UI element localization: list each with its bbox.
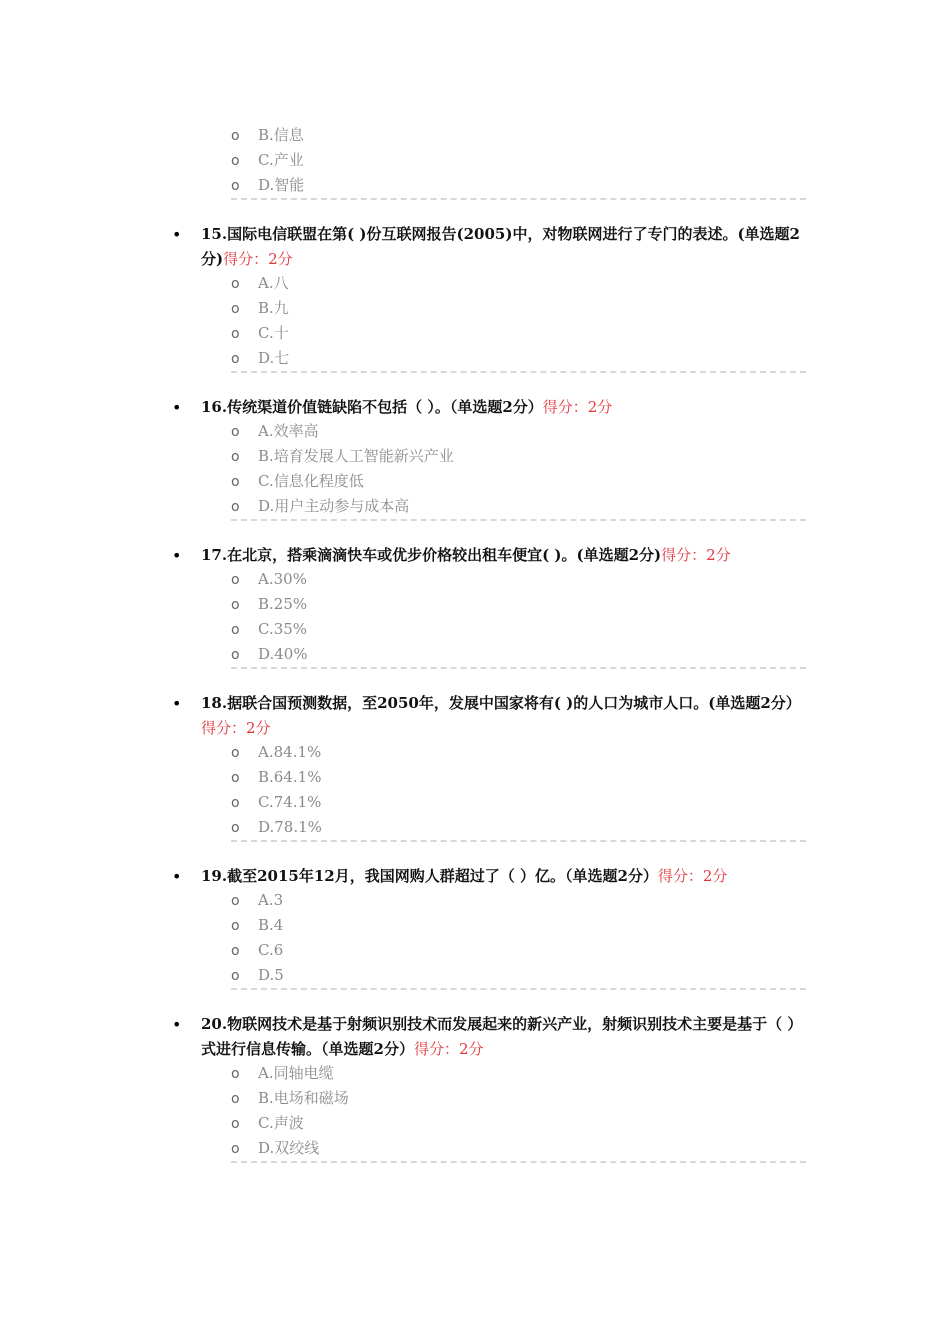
option-list-q18 (231, 740, 806, 840)
option-label: C.十 (258, 324, 289, 342)
option-bullet-icon: o (231, 128, 240, 144)
question-divider (231, 840, 806, 842)
option-q16-b[interactable] (231, 444, 806, 469)
question-score: 得分：2分 (201, 719, 271, 737)
option-bullet-icon: o (231, 178, 240, 194)
question-divider (231, 519, 806, 521)
option-list-q14 (231, 123, 806, 198)
option-bullet-icon: o (231, 820, 240, 836)
option-label: A.八 (258, 274, 289, 292)
option-bullet-icon: o (231, 1066, 240, 1082)
option-q18-b[interactable] (231, 765, 806, 790)
question-15 (172, 222, 812, 272)
option-q16-c[interactable] (231, 469, 806, 494)
question-17 (172, 543, 812, 568)
option-label: D.5 (258, 966, 284, 984)
option-label: B.信息 (258, 126, 304, 144)
option-bullet-icon: o (231, 474, 240, 490)
option-label: D.78.1% (258, 818, 322, 836)
option-q14-d[interactable] (231, 173, 806, 198)
option-q17-b[interactable] (231, 592, 806, 617)
option-label: B.64.1% (258, 768, 322, 786)
option-bullet-icon: o (231, 622, 240, 638)
option-q15-a[interactable] (231, 271, 806, 296)
question-text: 19.截至2015年12月，我国网购人群超过了（ ）亿。（单选题2分） (201, 867, 658, 885)
option-bullet-icon: o (231, 153, 240, 169)
option-q14-c[interactable] (231, 148, 806, 173)
question-bullet-icon: • (172, 694, 182, 713)
option-bullet-icon: o (231, 918, 240, 934)
question-score: 得分：2分 (223, 250, 293, 268)
option-bullet-icon: o (231, 647, 240, 663)
option-label: B.4 (258, 916, 284, 934)
question-score: 得分：2分 (542, 398, 613, 416)
question-divider (231, 988, 806, 990)
question-score: 得分：2分 (661, 546, 731, 564)
question-text: 17.在北京，搭乘滴滴快车或优步价格较出租车便宜( )。(单选题2分) (201, 546, 662, 564)
option-q15-d[interactable] (231, 346, 806, 371)
option-label: C.声波 (258, 1114, 304, 1132)
option-q18-c[interactable] (231, 790, 806, 815)
option-list-q20 (231, 1061, 806, 1161)
option-bullet-icon: o (231, 597, 240, 613)
option-q20-c[interactable] (231, 1111, 806, 1136)
option-q20-a[interactable] (231, 1061, 806, 1086)
option-list-q16 (231, 419, 806, 519)
option-label: D.智能 (258, 176, 305, 194)
option-bullet-icon: o (231, 968, 240, 984)
option-label: C.6 (258, 941, 284, 959)
option-label: A.84.1% (258, 743, 322, 761)
question-text: 15.国际电信联盟在第( )份互联网报告(2005)中，对物联网进行了专门的表述。(单选题2分) (201, 225, 800, 268)
question-score: 得分：2分 (413, 1040, 484, 1058)
option-bullet-icon: o (231, 795, 240, 811)
question-divider (231, 371, 806, 373)
option-label: D.40% (258, 645, 308, 663)
question-divider (231, 198, 806, 200)
question-divider (231, 1161, 806, 1163)
option-bullet-icon: o (231, 943, 240, 959)
question-bullet-icon: • (172, 867, 182, 886)
option-bullet-icon: o (231, 499, 240, 515)
option-q20-b[interactable] (231, 1086, 806, 1111)
option-bullet-icon: o (231, 424, 240, 440)
option-bullet-icon: o (231, 770, 240, 786)
option-q20-d[interactable] (231, 1136, 806, 1161)
option-label: D.用户主动参与成本高 (258, 497, 410, 515)
option-q15-c[interactable] (231, 321, 806, 346)
option-bullet-icon: o (231, 1091, 240, 1107)
question-text: 16.传统渠道价值链缺陷不包括（ ）。（单选题2分） (201, 398, 543, 416)
option-bullet-icon: o (231, 449, 240, 465)
option-q14-b[interactable] (231, 123, 806, 148)
option-label: A.同轴电缆 (258, 1064, 334, 1082)
option-label: B.培育发展人工智能新兴产业 (258, 447, 454, 465)
question-divider (231, 667, 806, 669)
option-q19-b[interactable] (231, 913, 806, 938)
question-bullet-icon: • (172, 546, 182, 565)
option-q19-c[interactable] (231, 938, 806, 963)
question-20 (172, 1012, 812, 1062)
option-bullet-icon: o (231, 1141, 240, 1157)
option-q15-b[interactable] (231, 296, 806, 321)
option-list-q15 (231, 271, 806, 371)
option-label: A.效率高 (258, 422, 319, 440)
option-label: C.74.1% (258, 793, 322, 811)
option-q18-a[interactable] (231, 740, 806, 765)
question-body (201, 691, 807, 741)
question-body (201, 222, 807, 272)
question-body (201, 1012, 807, 1062)
option-bullet-icon: o (231, 572, 240, 588)
option-list-q19 (231, 888, 806, 988)
option-list-q17 (231, 567, 806, 667)
option-bullet-icon: o (231, 351, 240, 367)
option-q17-c[interactable] (231, 617, 806, 642)
question-bullet-icon: • (172, 398, 182, 417)
option-label: B.电场和磁场 (258, 1089, 349, 1107)
option-label: A.3 (258, 891, 284, 909)
option-q18-d[interactable] (231, 815, 806, 840)
option-label: C.产业 (258, 151, 304, 169)
option-bullet-icon: o (231, 301, 240, 317)
question-body (201, 543, 807, 568)
option-q16-d[interactable] (231, 494, 806, 519)
option-bullet-icon: o (231, 276, 240, 292)
question-score: 得分：2分 (657, 867, 728, 885)
question-bullet-icon: • (172, 225, 182, 244)
question-18 (172, 691, 812, 741)
option-q17-a[interactable] (231, 567, 806, 592)
option-bullet-icon: o (231, 326, 240, 342)
question-text: 20.物联网技术是基于射频识别技术而发展起来的新兴产业，射频识别技术主要是基于（ ）式进行信息传输。（单选题2分） (201, 1015, 803, 1058)
question-body (201, 395, 807, 420)
option-bullet-icon: o (231, 745, 240, 761)
option-bullet-icon: o (231, 893, 240, 909)
option-bullet-icon: o (231, 1116, 240, 1132)
question-text: 18.据联合国预测数据，至2050年，发展中国家将有( )的人口为城市人口。(单选题2分） (201, 694, 801, 712)
option-label: C.35% (258, 620, 308, 638)
option-q19-a[interactable] (231, 888, 806, 913)
option-label: D.七 (258, 349, 290, 367)
question-19 (172, 864, 812, 889)
option-label: A.30% (258, 570, 307, 588)
option-label: D.双绞线 (258, 1139, 320, 1157)
question-bullet-icon: • (172, 1015, 182, 1034)
option-label: B.25% (258, 595, 308, 613)
option-label: B.九 (258, 299, 289, 317)
option-q19-d[interactable] (231, 963, 806, 988)
option-label: C.信息化程度低 (258, 472, 364, 490)
question-body (201, 864, 807, 889)
option-q17-d[interactable] (231, 642, 806, 667)
question-16 (172, 395, 812, 420)
option-q16-a[interactable] (231, 419, 806, 444)
